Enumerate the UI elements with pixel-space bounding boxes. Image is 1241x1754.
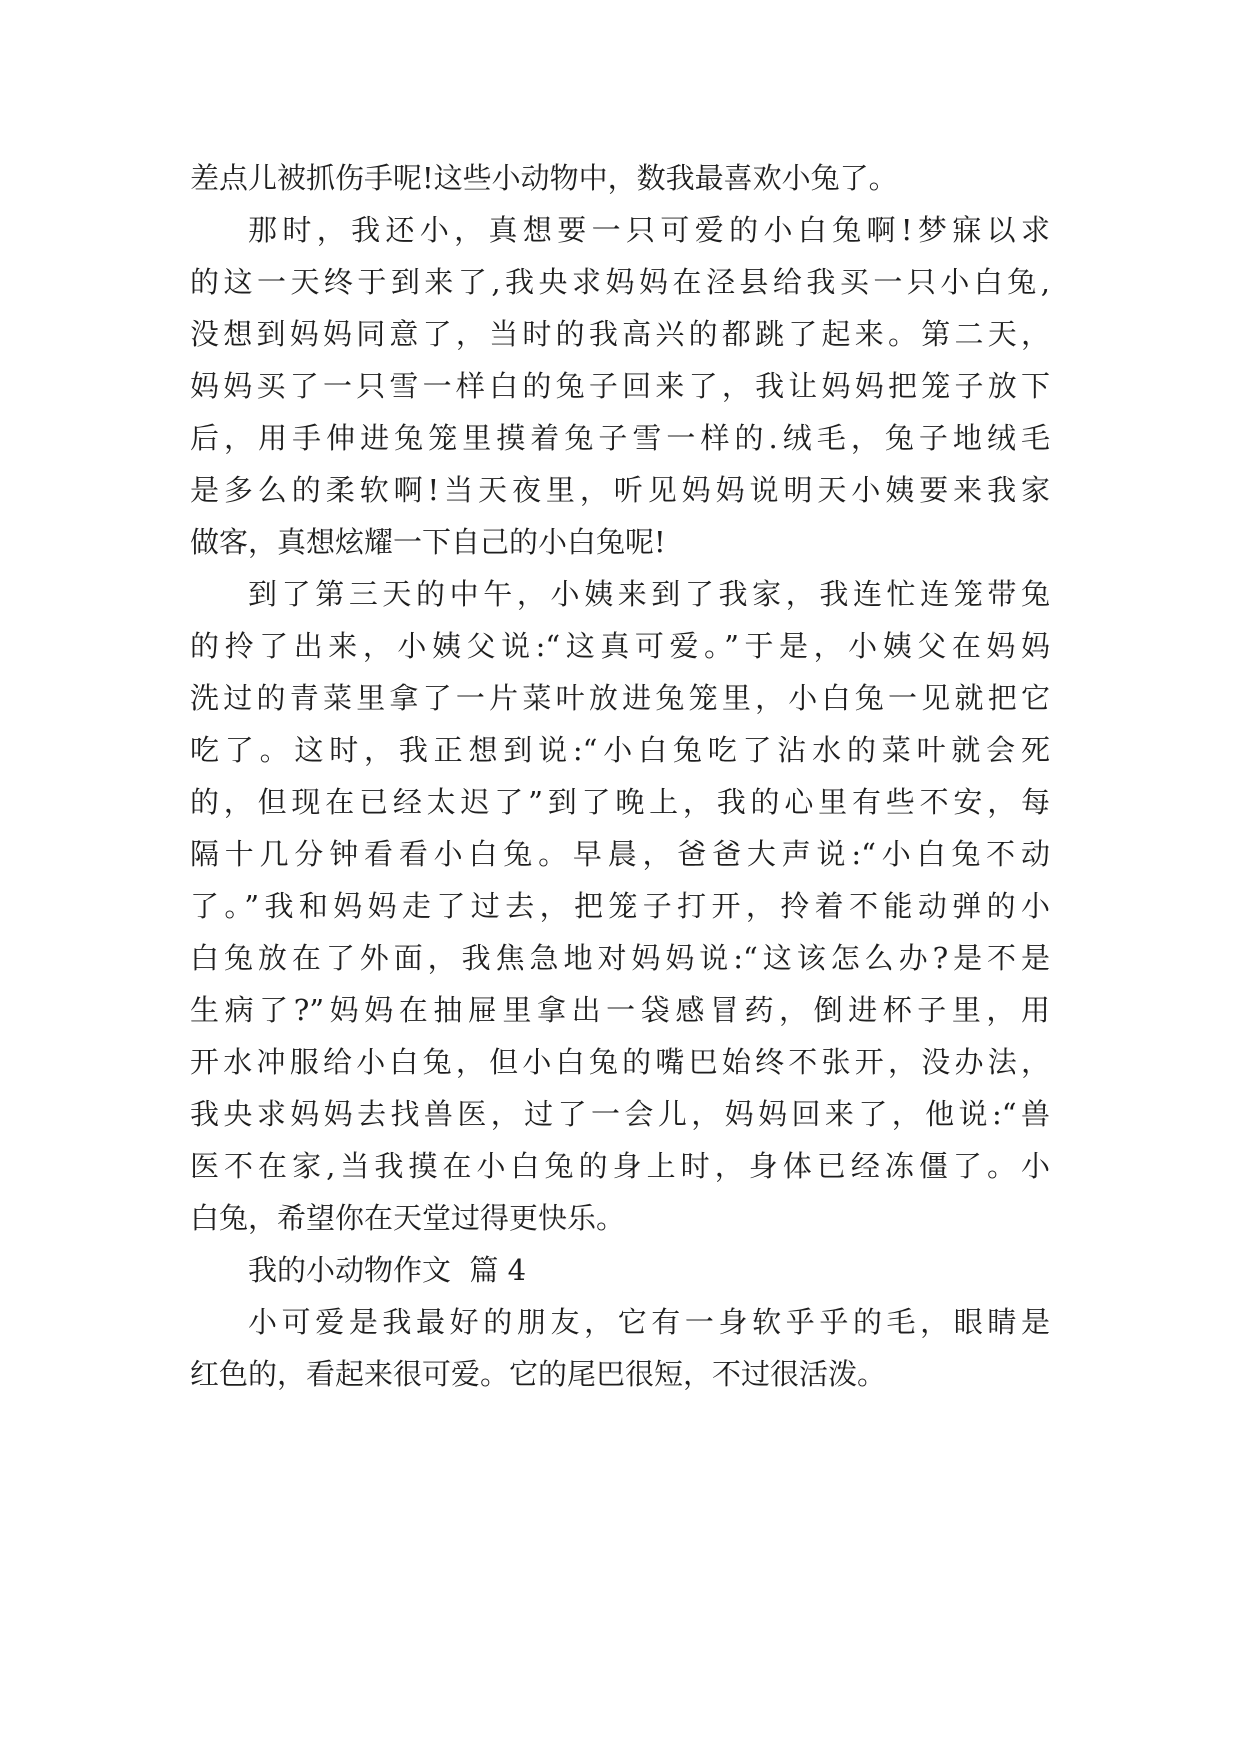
text-line: 妈妈买了一只雪一样白的兔子回来了，我让妈妈把笼子放下 [190,369,1050,403]
paragraph-start-line: 到了第三天的中午，小姨来到了我家，我连忙连笼带兔 [248,577,1050,611]
text-line: 做客，真想炫耀一下自己的小白兔呢! [190,525,666,559]
text-line: 吃了。这时，我正想到说:“小白兔吃了沾水的菜叶就会死 [190,733,1050,767]
text-line: 是多么的柔软啊!当天夜里，听见妈妈说明天小姨要来我家 [190,473,1050,507]
text-line: 的，但现在已经太迟了”到了晚上，我的心里有些不安，每 [190,785,1050,819]
text-line: 后，用手伸进兔笼里摸着兔子雪一样的.绒毛，兔子地绒毛 [190,421,1050,455]
text-line: 的这一天终于到来了,我央求妈妈在泾县给我买一只小白兔, [190,265,1050,299]
text-line: 没想到妈妈同意了，当时的我高兴的都跳了起来。第二天， [190,317,1050,351]
text-line: 红色的，看起来很可爱。它的尾巴很短，不过很活泼。 [190,1357,887,1391]
text-line: 隔十几分钟看看小白兔。早晨，爸爸大声说:“小白兔不动 [190,837,1050,871]
text-line: 我央求妈妈去找兽医，过了一会儿，妈妈回来了，他说:“兽 [190,1097,1050,1131]
text-line: 的拎了出来，小姨父说:“这真可爱。”于是，小姨父在妈妈 [190,629,1050,663]
text-line: 了。”我和妈妈走了过去，把笼子打开，拎着不能动弹的小 [190,889,1050,923]
text-line: 差点儿被抓伤手呢!这些小动物中，数我最喜欢小兔了。 [190,161,898,195]
section-heading: 我的小动物作文 篇 4 [248,1253,527,1287]
document-body [190,152,1050,1400]
text-line: 医不在家,当我摸在小白兔的身上时，身体已经冻僵了。小 [190,1149,1050,1183]
paragraph-start-line: 那时，我还小，真想要一只可爱的小白兔啊!梦寐以求 [248,213,1050,247]
text-line: 洗过的青菜里拿了一片菜叶放进兔笼里，小白兔一见就把它 [190,681,1050,715]
paragraph-start-line: 小可爱是我最好的朋友，它有一身软乎乎的毛，眼睛是 [248,1305,1050,1339]
text-line: 开水冲服给小白兔，但小白兔的嘴巴始终不张开，没办法， [190,1045,1050,1079]
text-line: 白兔放在了外面，我焦急地对妈妈说:“这该怎么办?是不是 [190,941,1050,975]
text-line: 白兔，希望你在天堂过得更快乐。 [190,1201,626,1235]
text-line: 生病了?”妈妈在抽屉里拿出一袋感冒药，倒进杯子里，用 [190,993,1050,1027]
